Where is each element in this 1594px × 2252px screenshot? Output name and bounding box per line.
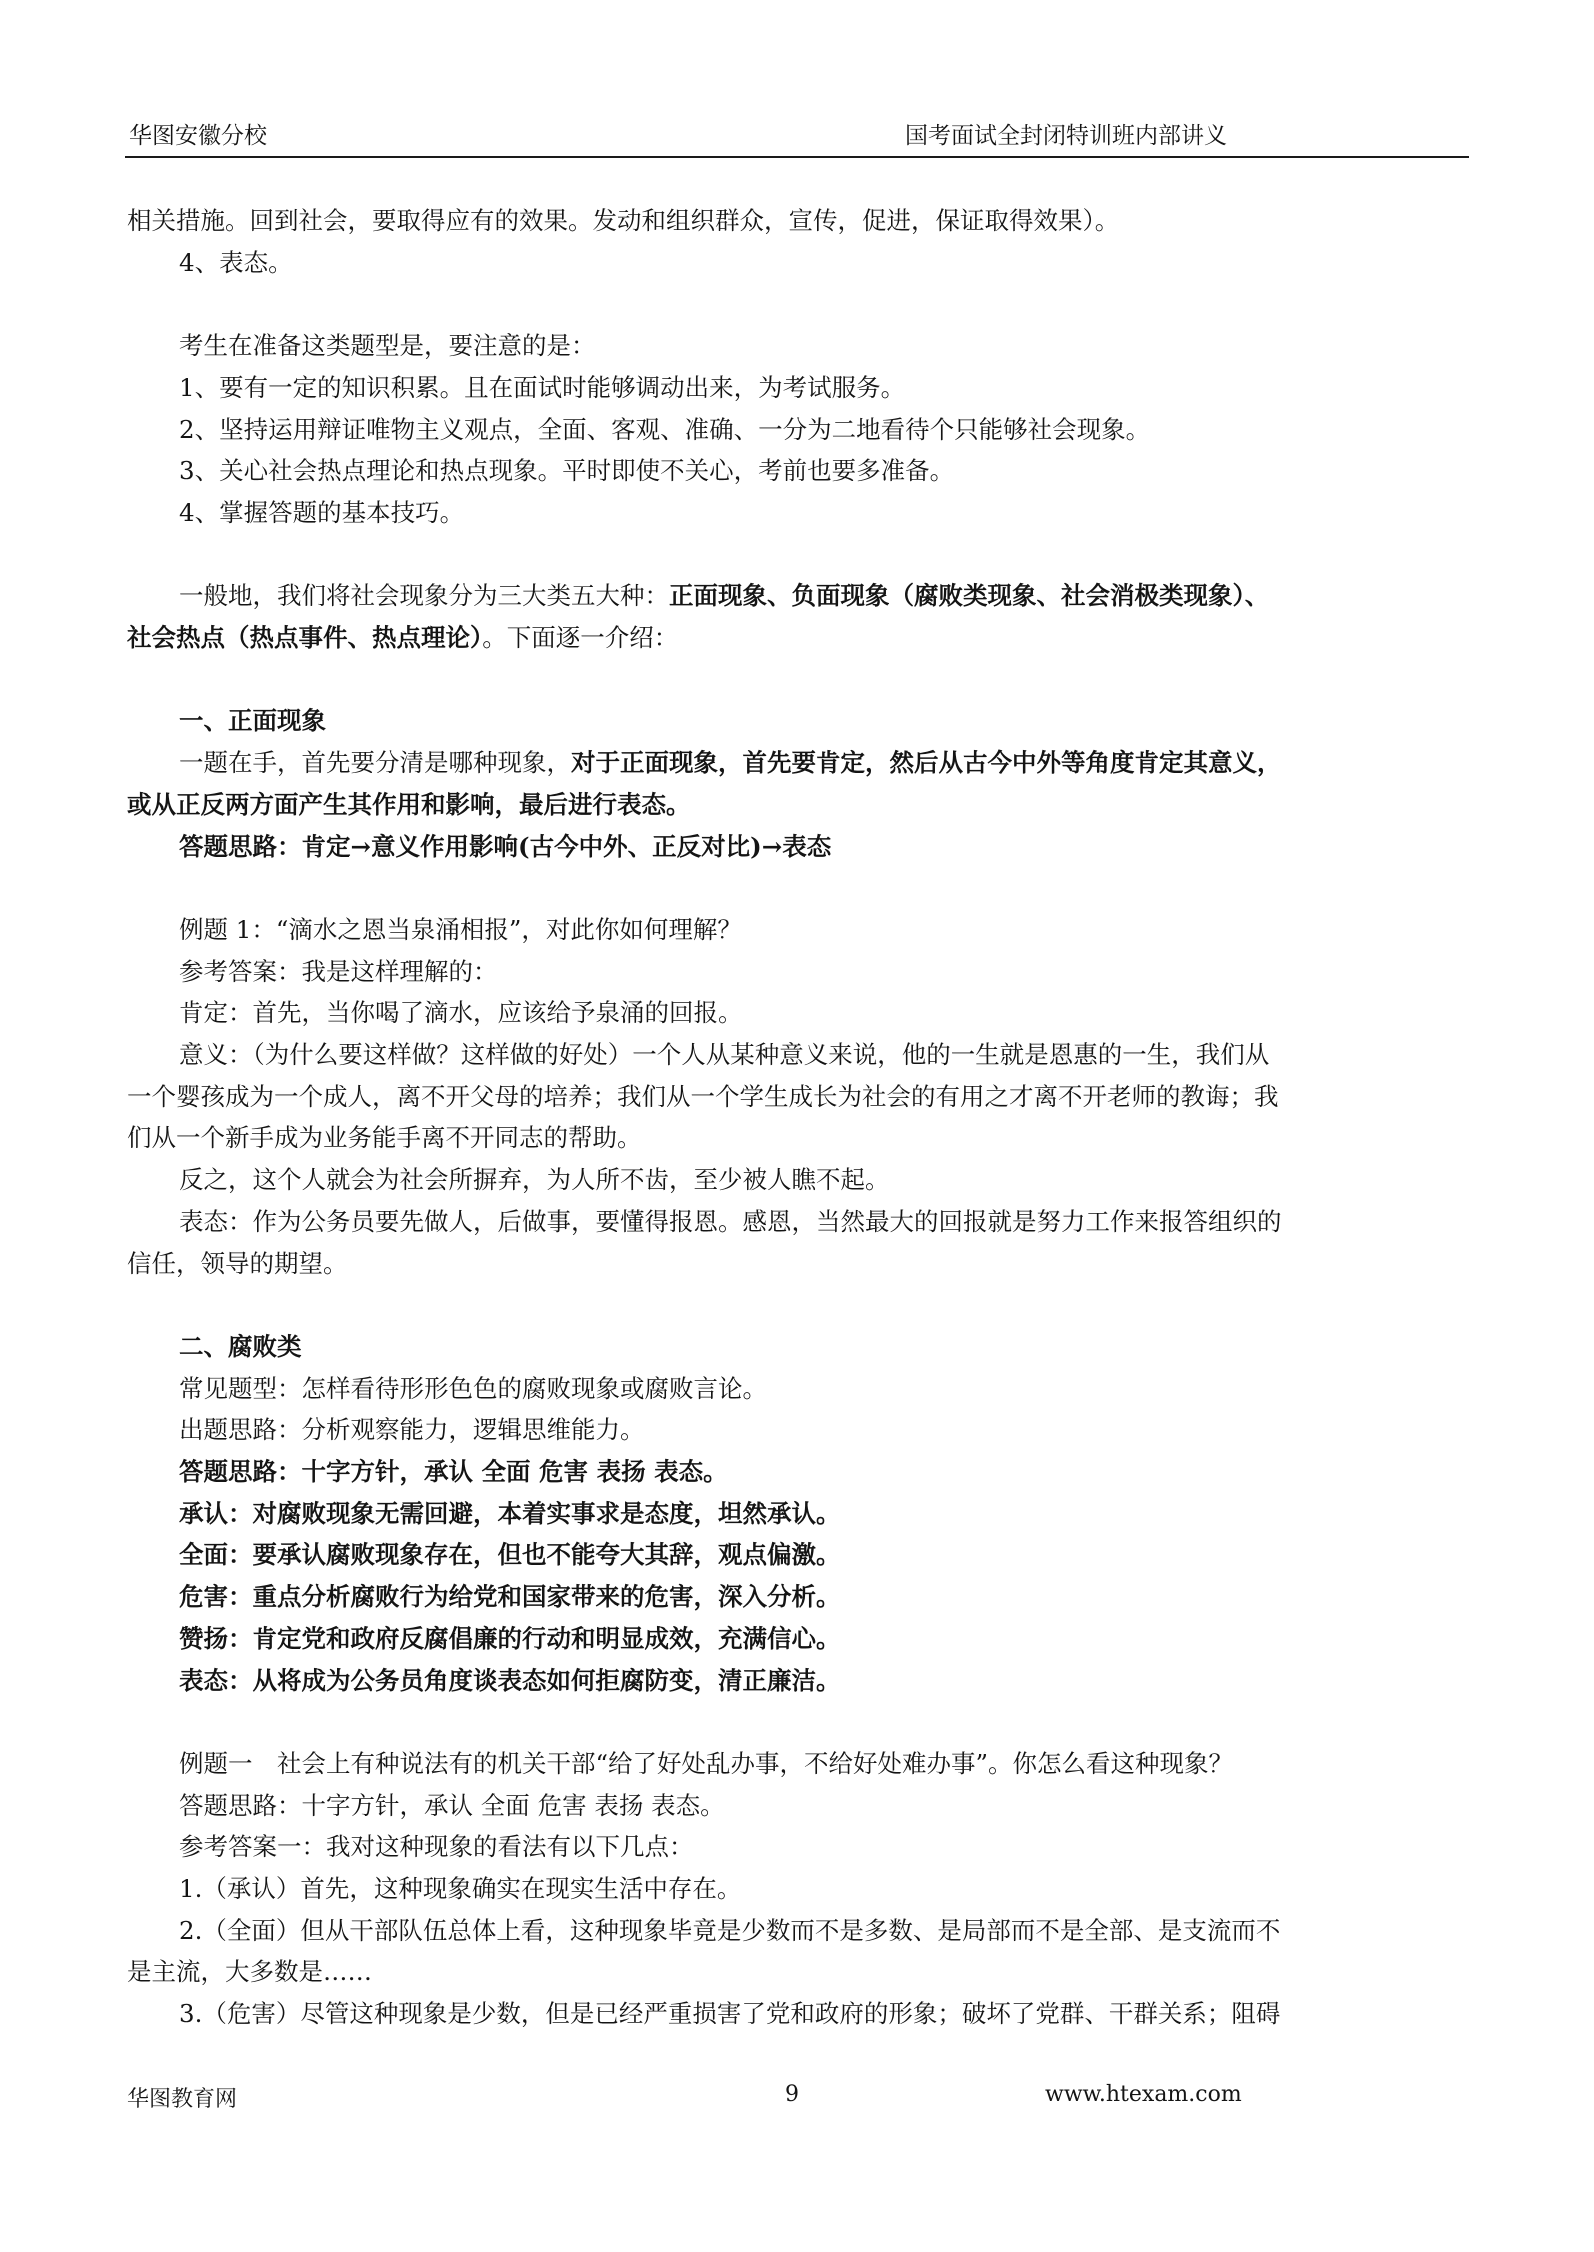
list-item: 4、掌握答题的基本技巧。 <box>179 497 465 527</box>
text-line: 反之，这个人就会为社会所摒弃，为人所不齿，至少被人瞧不起。 <box>179 1165 890 1195</box>
text-line: 赞扬：肯定党和政府反腐倡廉的行动和明显成效，充满信心。 <box>179 1623 841 1653</box>
spacer <box>127 1701 1467 1743</box>
bold-run: 正面现象、负面现象（腐败类现象、社会消极类现象）、 <box>669 581 1270 611</box>
text-line: 4、表态。 <box>179 247 293 277</box>
text-line: 危害：重点分析腐败行为给党和国家带来的危害，深入分析。 <box>179 1582 841 1612</box>
text-line: 答题思路：十字方针，承认 全面 危害 表扬 表态。 <box>179 1790 725 1820</box>
spacer <box>127 659 1467 701</box>
text-line: 全面：要承认腐败现象存在，但也不能夸大其辞，观点偏激。 <box>179 1540 841 1570</box>
text-line: 答题思路：肯定→意义作用影响(古今中外、正反对比)→表态 <box>179 831 832 861</box>
list-item: 2.（全面）但从干部队伍总体上看，这种现象毕竟是少数而不是多数、是局部而不是全部、是支流而不 <box>179 1915 1281 1945</box>
text-run: 一般地，我们将社会现象分为三大类五大种： <box>179 581 669 611</box>
text-line <box>127 742 1467 784</box>
spacer <box>127 867 1467 909</box>
text-line: 例题一 社会上有种说法有的机关干部“给了好处乱办事，不给好处难办事”。你怎么看这种现象？ <box>179 1748 1234 1778</box>
list-item: 3、关心社会热点理论和热点现象。平时即使不关心，考前也要多准备。 <box>179 456 955 486</box>
header-right-title: 国考面试全封闭特训班内部讲义 <box>905 123 1227 149</box>
bold-run: 对于正面现象，首先要肯定，然后从古今中外等角度肯定其意义， <box>571 748 1282 778</box>
footer-left: 华图教育网 <box>127 2087 238 2112</box>
text-line: 们从一个新手成为业务能手离不开同志的帮助。 <box>127 1123 642 1153</box>
list-item: 1、要有一定的知识积累。且在面试时能够调动出来，为考试服务。 <box>179 372 906 402</box>
section-heading: 一、正面现象 <box>179 706 326 736</box>
spacer <box>127 283 1467 325</box>
text-run: 一题在手，首先要分清是哪种现象， <box>179 748 571 778</box>
text-line: 意义：（为什么要这样做？这样做的好处）一个人从某种意义来说，他的一生就是恩惠的一生，我们从 <box>179 1040 1270 1069</box>
text-line: 考生在准备这类题型是，要注意的是： <box>179 331 596 361</box>
text-line: 相关措施。回到社会，要取得应有的效果。发动和组织群众，宣传，促进，保证取得效果）。 <box>127 206 1120 235</box>
text-line: 出题思路：分析观察能力，逻辑思维能力。 <box>179 1415 645 1445</box>
text-line: 常见题型：怎样看待形形色色的腐败现象或腐败言论。 <box>179 1373 767 1403</box>
spacer <box>127 534 1467 576</box>
section-heading: 二、腐败类 <box>179 1331 302 1361</box>
list-item: 2、坚持运用辩证唯物主义观点，全面、客观、准确、一分为二地看待个只能够社会现象。 <box>179 414 1151 444</box>
text-line: 承认：对腐败现象无需回避，本着实事求是态度，坦然承认。 <box>179 1498 841 1528</box>
list-item: 3.（危害）尽管这种现象是少数，但是已经严重损害了党和政府的形象；破坏了党群、干群关系；阻碍 <box>179 1999 1281 2029</box>
page-header <box>125 116 1469 158</box>
text-line <box>127 617 1467 659</box>
list-item: 1.（承认）首先，这种现象确实在现实生活中存在。 <box>179 1874 742 1904</box>
text-line <box>127 575 1467 617</box>
page-footer <box>0 2082 1594 2122</box>
text-line: 参考答案一：我对这种现象的看法有以下几点： <box>179 1832 694 1862</box>
text-line: 肯定：首先，当你喝了滴水，应该给予泉涌的回报。 <box>179 998 743 1028</box>
spacer <box>127 1284 1467 1326</box>
page-number: 9 <box>785 2082 799 2107</box>
text-line: 答题思路：十字方针，承认 全面 危害 表扬 表态。 <box>179 1457 728 1487</box>
text-line: 例题 1：“滴水之恩当泉涌相报”，对此你如何理解？ <box>179 914 742 944</box>
text-line: 参考答案：我是这样理解的： <box>179 956 498 986</box>
bold-run: 社会热点（热点事件、热点理论） <box>127 623 483 652</box>
text-line: 表态：从将成为公务员角度谈表态如何拒腐防变，清正廉洁。 <box>179 1665 841 1695</box>
page-content <box>127 200 1467 2035</box>
text-line: 一个婴孩成为一个成人，离不开父母的培养；我们从一个学生成长为社会的有用之才离不开老师的教诲；我 <box>127 1081 1279 1111</box>
text-line: 信任，领导的期望。 <box>127 1248 348 1278</box>
text-line: 表态：作为公务员要先做人，后做事，要懂得报恩。感恩，当然最大的回报就是努力工作来报答组织的 <box>179 1206 1282 1236</box>
text-line: 或从正反两方面产生其作用和影响，最后进行表态。 <box>127 789 691 819</box>
header-left-title: 华图安徽分校 <box>129 123 267 149</box>
text-line: 是主流，大多数是…… <box>127 1957 372 1987</box>
text-run: 。下面逐一介绍： <box>482 623 679 652</box>
footer-url: www.htexam.com <box>1045 2082 1242 2107</box>
